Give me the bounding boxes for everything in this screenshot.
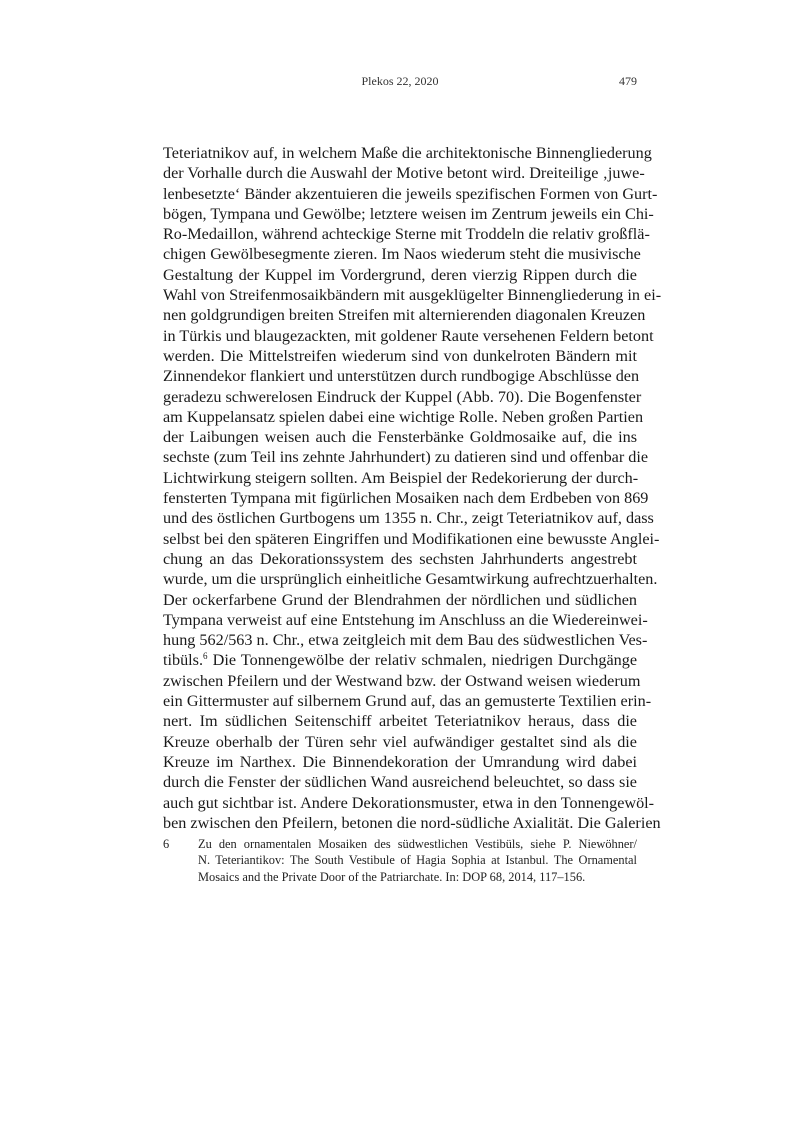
text-line: sechste (zum Teil ins zehnte Jahrhundert) zu datieren sind und offenbar die <box>163 448 649 467</box>
text-line: durch die Fenster der südlichen Wand ausreichend beleuchtet, so dass sie <box>163 773 637 792</box>
text-line: hung 562/563 n. Chr., etwa zeitgleich mit dem Bau des südwestlichen Ves- <box>163 631 648 650</box>
text-line: Ro-Medaillon, während achteckige Sterne mit Troddeln die relativ großflä- <box>163 225 650 244</box>
text-line: nen goldgrundigen breiten Streifen mit alternierenden diagonalen Kreuzen <box>163 306 646 325</box>
text-line-with-footnote <box>163 650 637 670</box>
text-line: Zinnendekor flankiert und unterstützen durch rundbogige Abschlüsse den <box>163 367 640 386</box>
text-line: lenbesetzte‘ Bänder akzentuieren die jeweils spezifischen Formen von Gurt- <box>163 184 658 203</box>
text-line: bögen, Tympana und Gewölbe; letztere weisen im Zentrum jeweils ein Chi- <box>163 204 654 223</box>
footnote-line: Zu den ornamentalen Mosaiken des südwestlichen Vestibüls, siehe P. Niewöhner/ <box>198 837 637 851</box>
text-line: geradezu schwerelosen Eindruck der Kuppel (Abb. 70). Die Bogenfenster <box>163 387 642 406</box>
footnote-line: Mosaics and the Private Door of the Patriarchate. In: DOP 68, 2014, 117–156. <box>198 869 586 884</box>
text-line: werden. Die Mittelstreifen wiederum sind von dunkelroten Bändern mit <box>163 346 637 365</box>
footnotes <box>163 836 637 885</box>
text-line: auch gut sichtbar ist. Andere Dekorationsmuster, etwa in den Tonnengewöl- <box>163 793 655 812</box>
text-line: nert. Im südlichen Seitenschiff arbeitet Teteriatnikov heraus, dass die <box>163 712 637 731</box>
text-line: am Kuppelansatz spielen dabei eine wichtige Rolle. Neben großen Partien <box>163 407 644 426</box>
footnote <box>163 836 637 885</box>
text-line: Gestaltung der Kuppel im Vordergrund, deren vierzig Rippen durch die <box>163 265 637 284</box>
body-text <box>163 143 662 833</box>
text-line: chung an das Dekorationssystem des sechsten Jahrhunderts angestrebt <box>163 549 637 568</box>
text-line: Lichtwirkung steigern sollten. Am Beispiel der Redekorierung der durch- <box>163 468 639 487</box>
text-line: ein Gittermuster auf silbernem Grund auf, das an gemusterte Textilien erin- <box>163 692 652 711</box>
text-line: Der ockerfarbene Grund der Blendrahmen der nördlichen und südlichen <box>163 590 637 609</box>
text-line: in Türkis und blaugezackten, mit goldener Raute versehenen Feldern betont <box>163 326 654 345</box>
text-line: Teteriatnikov auf, in welchem Maße die architektonische Binnengliederung <box>163 144 652 162</box>
footnote-number: 6 <box>163 837 170 851</box>
text-line: chigen Gewölbesegmente zieren. Im Naos wiederum steht die musivische <box>163 245 641 264</box>
text-line: der Vorhalle durch die Auswahl der Motive betont wird. Dreiteilige ‚juwe- <box>163 164 645 183</box>
page-header <box>163 74 637 90</box>
text-line: zwischen Pfeilern und der Westwand bzw. der Ostwand weisen wiederum <box>163 671 641 690</box>
footnote-line: N. Teteriantikov: The South Vestibule of Hagia Sophia at Istanbul. The Ornamental <box>198 853 637 868</box>
text-line: Tympana verweist auf eine Entstehung im Anschluss an die Wiedereinwei- <box>163 610 648 629</box>
text-line: Kreuze im Narthex. Die Binnendekoration der Umrandung wird dabei <box>163 752 637 771</box>
text-line: selbst bei den späteren Eingriffen und Modifikationen eine bewusste Anglei- <box>163 529 660 548</box>
footnote-reference[interactable]: 6 <box>203 651 208 662</box>
text-line: ben zwischen den Pfeilern, betonen die nord-südliche Axialität. Die Galerien <box>163 813 661 832</box>
text-fragment: tibüls. <box>163 651 204 670</box>
text-line: Wahl von Streifenmosaikbändern mit ausgeklügelter Binnengliederung in ei- <box>163 286 662 305</box>
running-title: Plekos 22, 2020 <box>361 74 439 88</box>
text-line: der Laibungen weisen auch die Fensterbänke Goldmosaike auf, die ins <box>163 428 637 447</box>
page-number: 479 <box>619 74 637 88</box>
text-line: fensterten Tympana mit figürlichen Mosaiken nach dem Erdbeben von 869 <box>163 489 649 508</box>
text-line: und des östlichen Gurtbogens um 1355 n. Chr., zeigt Teteriatnikov auf, dass <box>163 509 654 528</box>
text-line: wurde, um die ursprünglich einheitliche Gesamtwirkung aufrechtzuerhalten. <box>163 570 658 589</box>
text-fragment: Die Tonnengewölbe der relativ schmalen, niedrigen Durchgänge <box>212 651 637 670</box>
text-line: Kreuze oberhalb der Türen sehr viel aufwändiger gestaltet sind als die <box>163 732 637 751</box>
